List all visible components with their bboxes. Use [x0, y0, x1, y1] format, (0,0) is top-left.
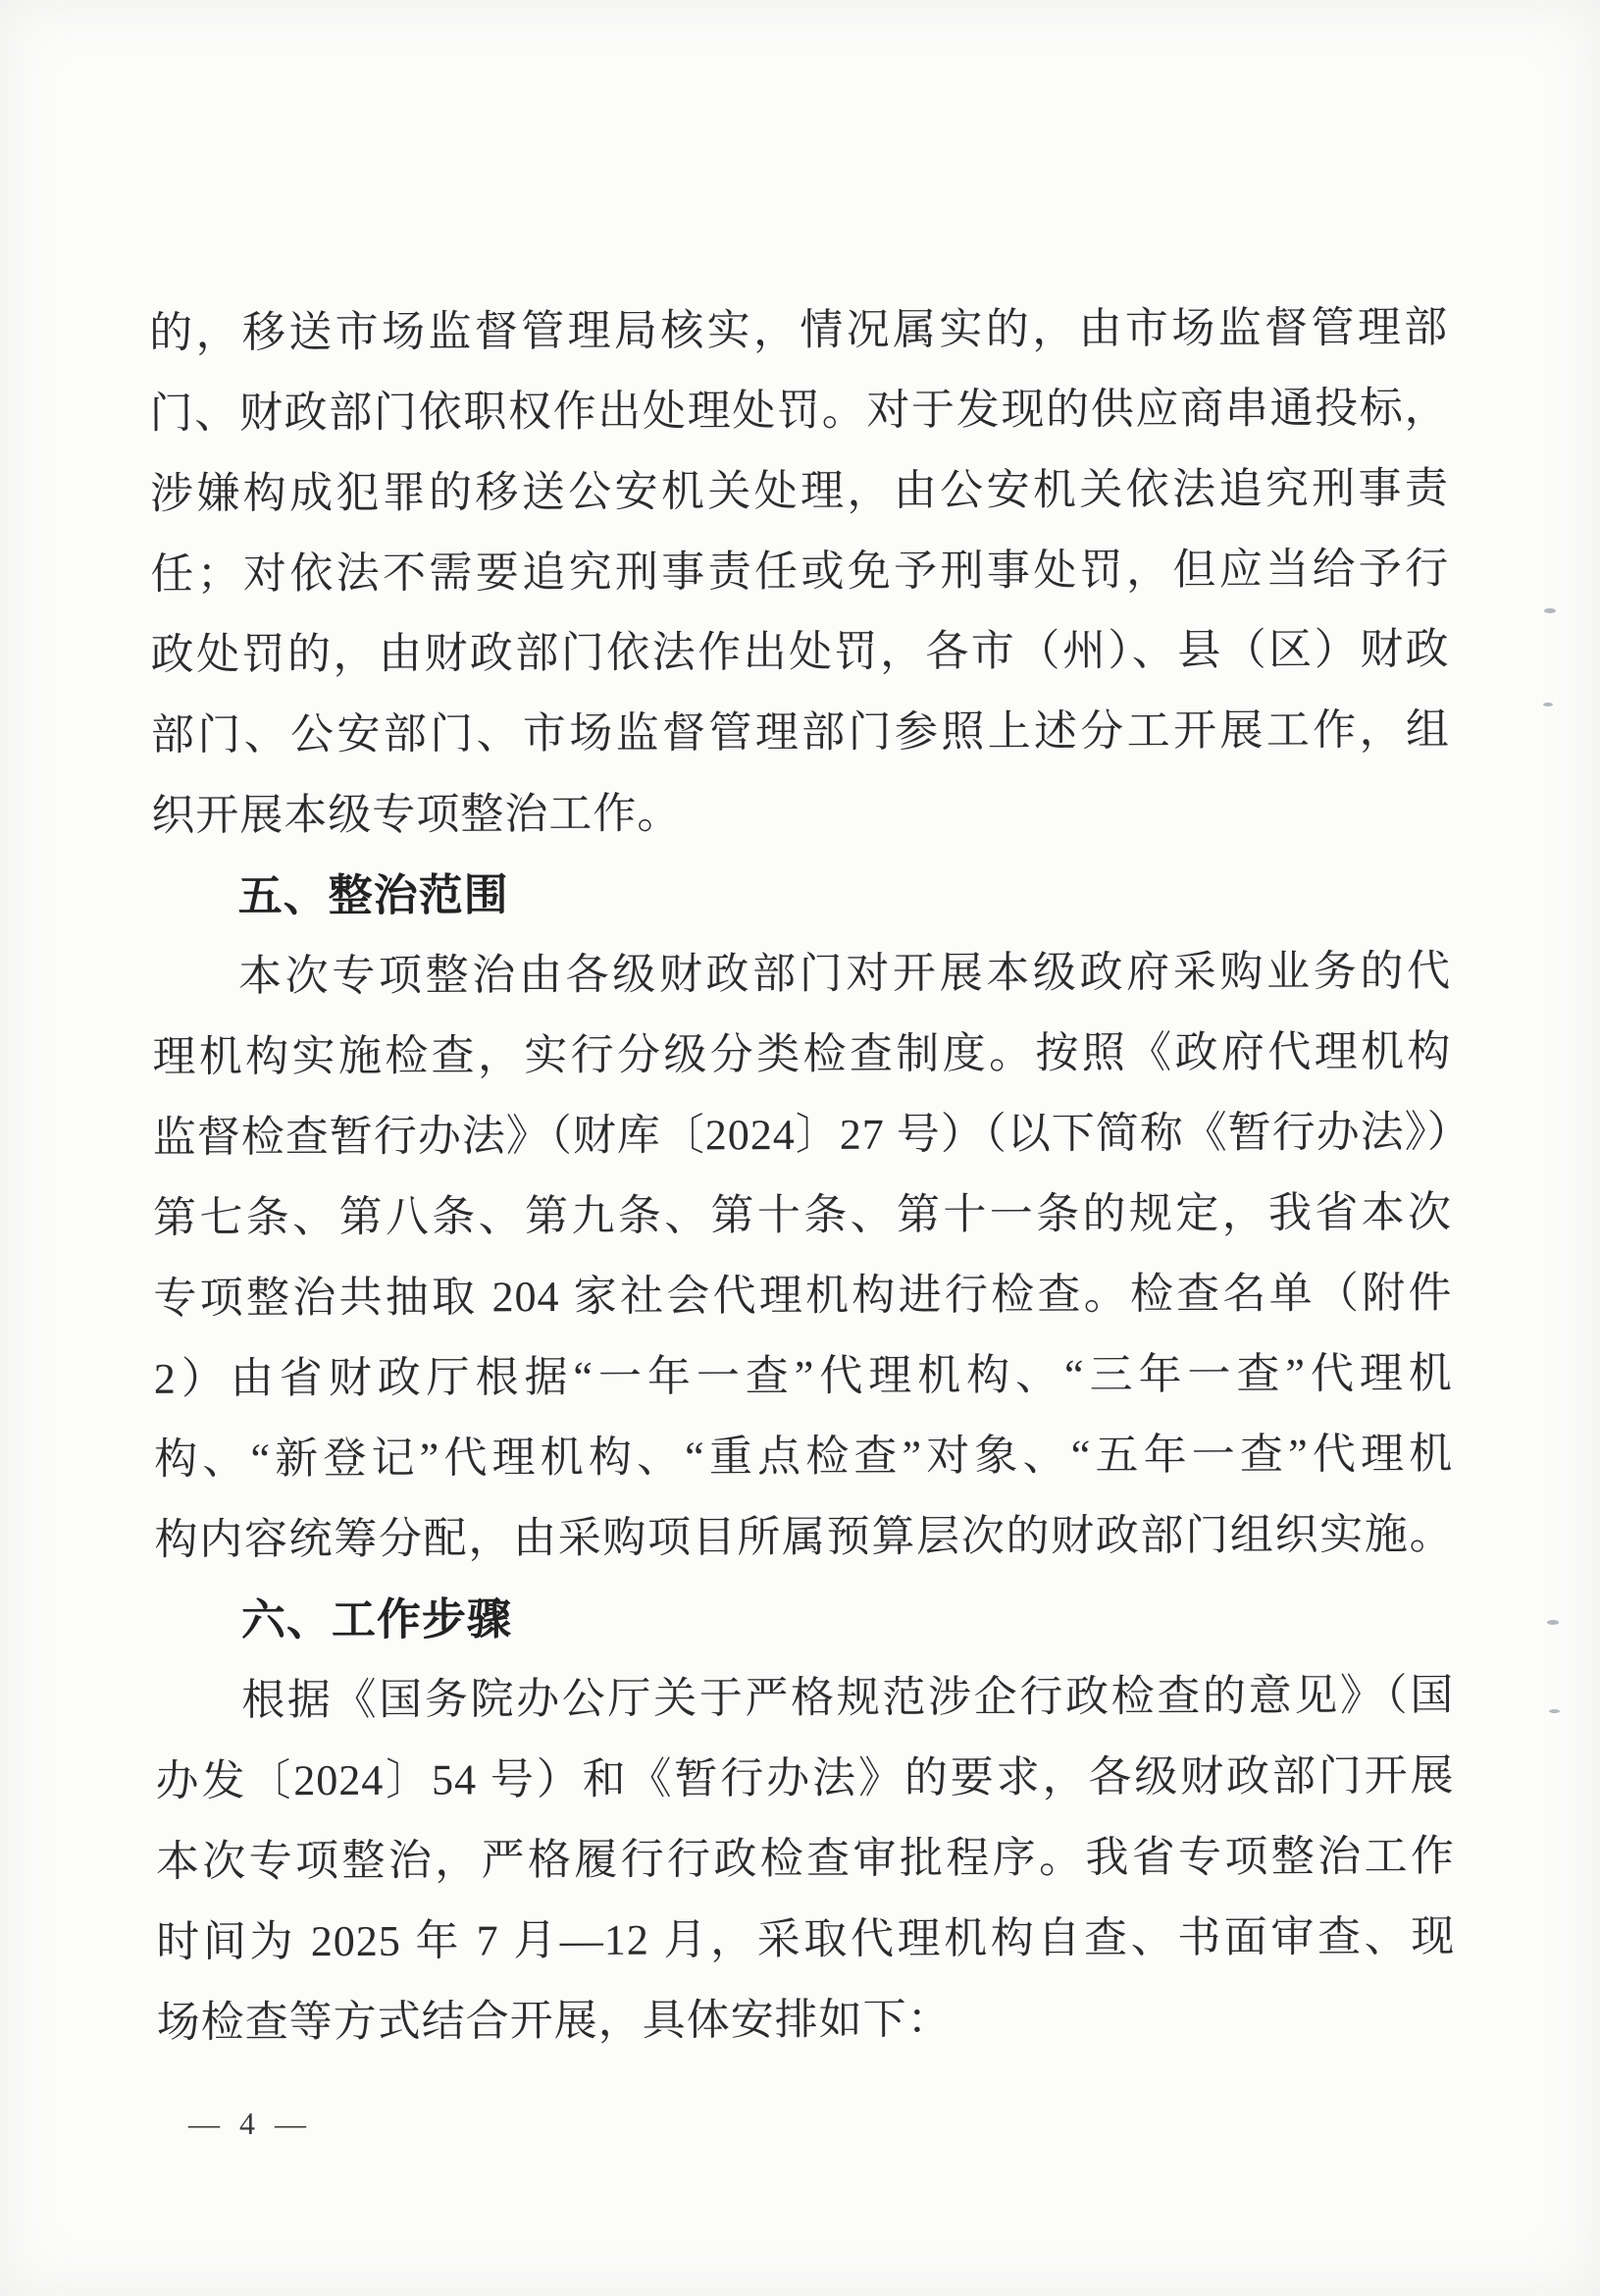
text-line: 的，移送市场监督管理局核实，情况属实的，由市场监督管理部: [149, 303, 1449, 357]
scan-artifact: [1547, 1620, 1559, 1625]
text-line: 涉嫌构成犯罪的移送公安机关处理，由公安机关依法追究刑事责: [149, 464, 1449, 518]
document-body: [149, 287, 1471, 2063]
text-line: 专项整治共抽取 204 家社会代理机构进行检查。检查名单（附件: [153, 1269, 1453, 1323]
text-line: 任；对依法不需要追究刑事责任或免予刑事处罚，但应当给予行: [150, 545, 1450, 599]
text-line: 本次专项整治，严格履行行政检查审批程序。我省专项整治工作: [155, 1832, 1456, 1886]
scan-artifact: [1544, 608, 1556, 613]
text-line: 织开展本级专项整治工作。: [151, 789, 682, 840]
text-line: 门、财政部门依职权作出处理处罚。对于发现的供应商串通投标，: [149, 384, 1449, 438]
scan-artifact: [1549, 1709, 1560, 1713]
text-line: 构内容统筹分配，由采购项目所属预算层次的财政部门组织实施。: [154, 1510, 1454, 1564]
page-number: — 4 —: [188, 2106, 312, 2141]
section-heading: 五、整治范围: [237, 869, 509, 921]
section-heading: 六、工作步骤: [240, 1593, 513, 1645]
text-line: 本次专项整治由各级财政部门对开展本级政府采购业务的代: [237, 947, 1452, 1001]
text-line: 理机构实施检查，实行分级分类检查制度。按照《政府代理机构: [152, 1027, 1452, 1081]
scan-artifact: [1543, 703, 1553, 706]
text-line: 第七条、第八条、第九条、第十条、第十一条的规定，我省本次: [153, 1188, 1453, 1242]
text-line: 部门、公安部门、市场监督管理部门参照上述分工开展工作，组: [150, 705, 1451, 759]
text-line: 办发〔2024〕54 号）和《暂行办法》的要求，各级财政部门开展: [155, 1751, 1455, 1805]
text-line: 根据《国务院办公厅关于严格规范涉企行政检查的意见》（国: [241, 1671, 1455, 1725]
text-line: 构、“新登记”代理机构、“重点检查”对象、“五年一查”代理机: [154, 1430, 1454, 1484]
text-line: 场检查等方式结合开展，具体安排如下：: [156, 1995, 952, 2047]
text-line: 监督检查暂行办法》（财库〔2024〕27 号）（以下简称《暂行办法》）: [152, 1108, 1471, 1162]
text-line: 2）由省财政厅根据“一年一查”代理机构、“三年一查”代理机: [153, 1349, 1453, 1403]
text-line: 时间为 2025 年 7 月—12 月，采取代理机构自查、书面审查、现: [156, 1912, 1456, 1966]
text-line: 政处罚的，由财政部门依法作出处罚，各市（州）、县（区）财政: [150, 625, 1450, 679]
